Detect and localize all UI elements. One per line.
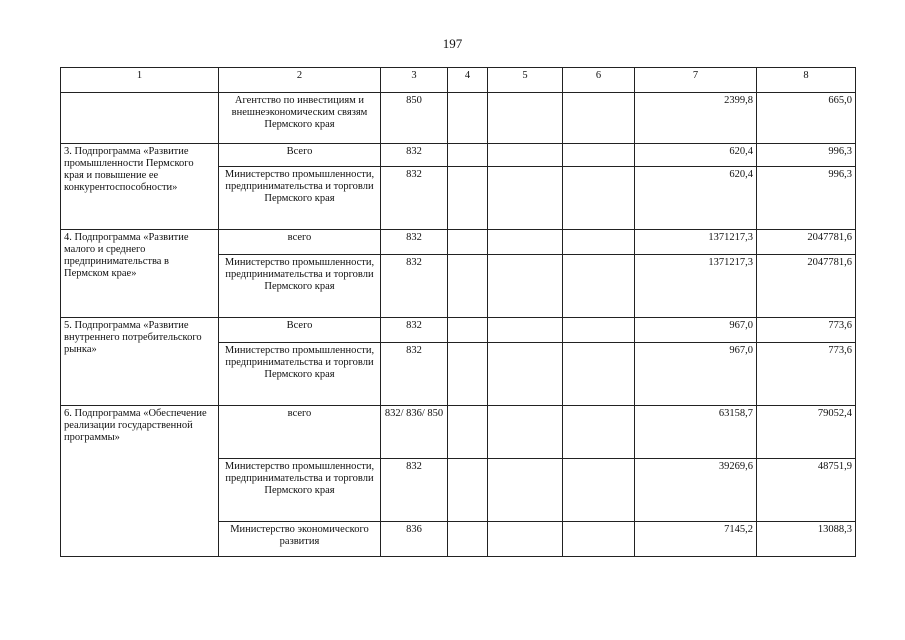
subprogram-4-title: 4. Подпрограмма «Развитие малого и среднего предпринимательства в Пермском крае» <box>61 230 219 318</box>
value-col7-cell: 967,0 <box>635 318 757 343</box>
code-cell: 836 <box>381 522 448 557</box>
empty-cell <box>488 406 563 459</box>
value-col8-cell: 79052,4 <box>757 406 856 459</box>
code-cell: 832 <box>381 318 448 343</box>
header-col-2: 2 <box>219 68 381 93</box>
code-cell: 832/ 836/ 850 <box>381 406 448 459</box>
empty-cell <box>448 230 488 255</box>
empty-cell <box>448 144 488 167</box>
code-cell: 832 <box>381 255 448 318</box>
value-col8-cell: 773,6 <box>757 318 856 343</box>
empty-cell <box>448 406 488 459</box>
empty-cell <box>488 459 563 522</box>
executor-cell: Министерство промышленности, предпринимательства и торговли Пермского края <box>219 343 381 406</box>
executor-cell: Всего <box>219 318 381 343</box>
value-col7-cell: 39269,6 <box>635 459 757 522</box>
subprogram-5-title: 5. Подпрограмма «Развитие внутреннего потребительского рынка» <box>61 318 219 406</box>
value-col8-cell: 996,3 <box>757 167 856 230</box>
executor-cell: Министерство промышленности, предпринимательства и торговли Пермского края <box>219 255 381 318</box>
empty-cell <box>563 93 635 144</box>
value-col8-cell: 48751,9 <box>757 459 856 522</box>
code-cell: 850 <box>381 93 448 144</box>
empty-cell <box>448 343 488 406</box>
subprogram-6-title: 6. Подпрограмма «Обеспечение реализации государственной программы» <box>61 406 219 557</box>
empty-cell <box>488 255 563 318</box>
subprogram-3-title: 3. Подпрограмма «Развитие промышленности Пермского края и повышение ее конкурентоспособности» <box>61 144 219 230</box>
value-col7-cell: 1371217,3 <box>635 230 757 255</box>
header-col-6: 6 <box>563 68 635 93</box>
page-number: 197 <box>442 36 463 51</box>
executor-cell: Агентство по инвестициям и внешнеэкономическим связям Пермского края <box>219 93 381 144</box>
header-row <box>61 68 856 93</box>
empty-cell <box>563 255 635 318</box>
executor-cell: Министерство промышленности, предпринимательства и торговли Пермского края <box>219 459 381 522</box>
empty-cell <box>448 459 488 522</box>
empty-cell <box>488 144 563 167</box>
value-col7-cell: 1371217,3 <box>635 255 757 318</box>
empty-cell <box>563 343 635 406</box>
executor-cell: Министерство экономического развития <box>219 522 381 557</box>
empty-cell <box>563 318 635 343</box>
executor-cell: всего <box>219 230 381 255</box>
value-col8-cell: 665,0 <box>757 93 856 144</box>
table-row-p3-total <box>61 144 856 167</box>
code-cell: 832 <box>381 144 448 167</box>
empty-cell <box>488 167 563 230</box>
value-col8-cell: 2047781,6 <box>757 230 856 255</box>
budget-table <box>60 67 856 557</box>
value-col7-cell: 63158,7 <box>635 406 757 459</box>
code-cell: 832 <box>381 167 448 230</box>
empty-cell <box>563 522 635 557</box>
value-col7-cell: 620,4 <box>635 144 757 167</box>
empty-cell <box>563 144 635 167</box>
table-row-p6-total <box>61 406 856 459</box>
header-col-5: 5 <box>488 68 563 93</box>
empty-cell <box>448 318 488 343</box>
code-cell: 832 <box>381 230 448 255</box>
code-cell: 832 <box>381 459 448 522</box>
executor-cell: всего <box>219 406 381 459</box>
empty-cell <box>61 93 219 144</box>
empty-cell <box>448 167 488 230</box>
table-row-p4-total <box>61 230 856 255</box>
value-col8-cell: 773,6 <box>757 343 856 406</box>
header-col-4: 4 <box>448 68 488 93</box>
value-col7-cell: 967,0 <box>635 343 757 406</box>
empty-cell <box>563 167 635 230</box>
value-col7-cell: 7145,2 <box>635 522 757 557</box>
empty-cell <box>488 93 563 144</box>
empty-cell <box>448 522 488 557</box>
value-col8-cell: 996,3 <box>757 144 856 167</box>
header-col-1: 1 <box>61 68 219 93</box>
code-cell: 832 <box>381 343 448 406</box>
empty-cell <box>563 406 635 459</box>
empty-cell <box>563 459 635 522</box>
empty-cell <box>488 318 563 343</box>
empty-cell <box>488 343 563 406</box>
value-col7-cell: 2399,8 <box>635 93 757 144</box>
value-col8-cell: 13088,3 <box>757 522 856 557</box>
executor-cell: Всего <box>219 144 381 167</box>
value-col8-cell: 2047781,6 <box>757 255 856 318</box>
value-col7-cell: 620,4 <box>635 167 757 230</box>
empty-cell <box>563 230 635 255</box>
empty-cell <box>448 255 488 318</box>
header-col-8: 8 <box>757 68 856 93</box>
executor-cell: Министерство промышленности, предпринимательства и торговли Пермского края <box>219 167 381 230</box>
empty-cell <box>488 230 563 255</box>
empty-cell <box>488 522 563 557</box>
table-row-p5-total <box>61 318 856 343</box>
empty-cell <box>448 93 488 144</box>
header-col-7: 7 <box>635 68 757 93</box>
table-row-agency <box>61 93 856 144</box>
header-col-3: 3 <box>381 68 448 93</box>
